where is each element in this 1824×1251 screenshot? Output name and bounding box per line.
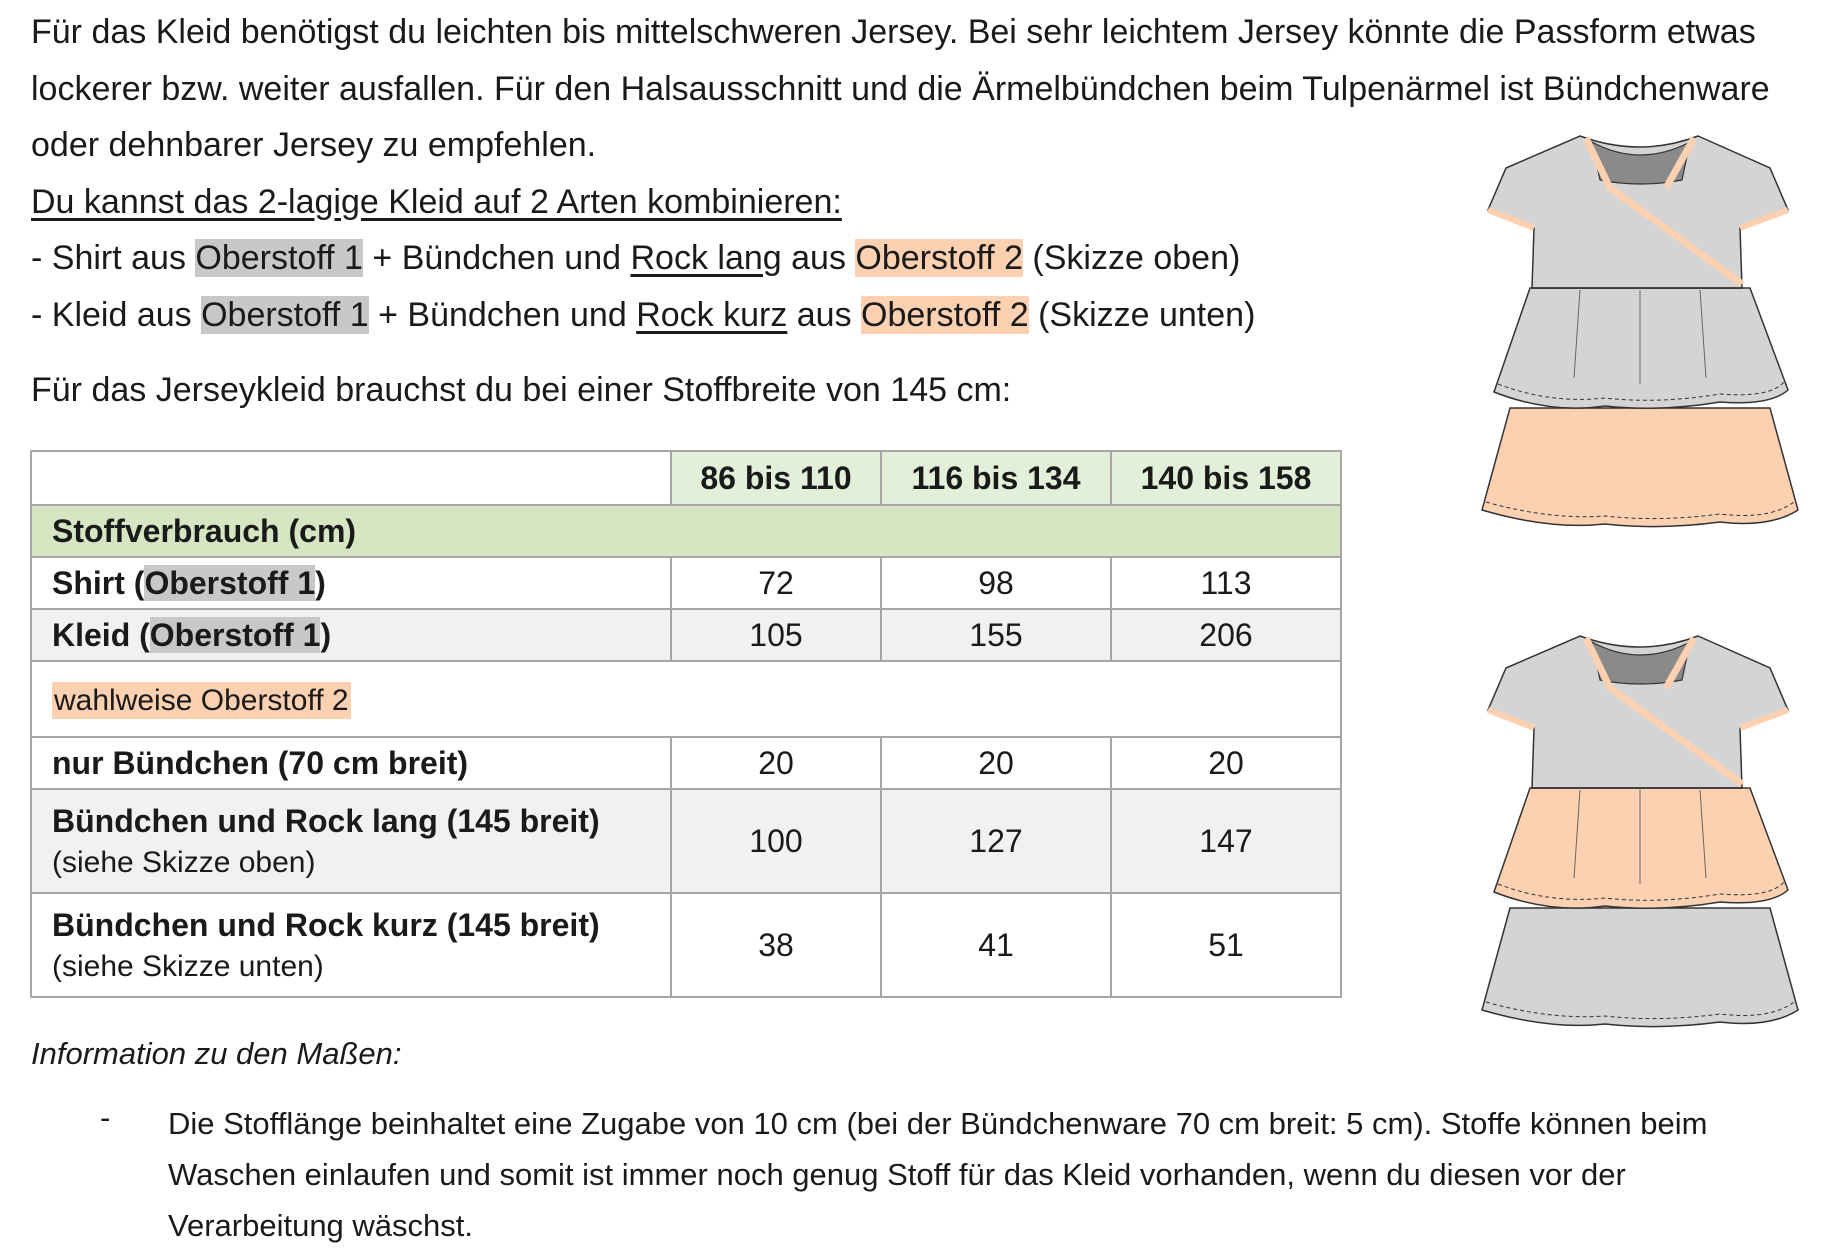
option1-fabric2: Oberstoff 2	[855, 239, 1023, 277]
option2-prefix: - Kleid aus	[31, 295, 202, 334]
long-skirt-value-1: 100	[671, 789, 881, 893]
fabric-width-line: Für das Jerseykleid brauchst du bei einer Stoffbreite von 145 cm:	[31, 371, 1012, 409]
long-skirt-label: Bündchen und Rock lang (145 breit)	[52, 802, 600, 839]
short-skirt-value-1: 38	[671, 893, 881, 997]
size-header-3: 140 bis 158	[1111, 451, 1341, 505]
long-skirt-value-3: 147	[1111, 789, 1341, 893]
row-label-long-skirt	[31, 789, 671, 893]
table-row	[31, 609, 1341, 661]
fabric-usage-table	[30, 450, 1342, 998]
table-header-row	[31, 451, 1341, 505]
size-header-2: 116 bis 134	[881, 451, 1111, 505]
section-row	[31, 505, 1341, 557]
short-skirt-note: (siehe Skizze unten)	[52, 949, 324, 983]
header-empty-cell	[31, 451, 671, 505]
info-text: Die Stofflänge beinhaltet eine Zugabe von 10 cm (bei der Bündchenware 70 cm breit: 5 cm). Stoffe können beim Waschen einlaufen und somit ist immer noch genug Stoff für das Kleid vorhanden, wenn du diesen vor der Verarbeitung wäschst.	[168, 1106, 1708, 1243]
dress-value-2: 155	[881, 609, 1111, 661]
optional-fabric-label: wahlweise Oberstoff 2	[54, 683, 349, 717]
short-skirt-label: Bündchen und Rock kurz (145 breit)	[52, 906, 600, 943]
sketch-peplum	[1494, 288, 1788, 408]
option1-mid: + Bündchen und	[362, 239, 631, 277]
option2-fabric2: Oberstoff 2	[861, 295, 1029, 334]
option2-aus: aus	[787, 295, 862, 334]
sketch-skirt	[1482, 408, 1798, 527]
row-label-shirt	[31, 557, 671, 609]
dress-sketch-short-skirt	[1470, 628, 1810, 1058]
cuffs-value-2: 20	[881, 737, 1111, 789]
sketch-bodice	[1488, 636, 1788, 788]
table-row	[31, 737, 1341, 789]
shirt-value-3: 113	[1111, 557, 1341, 609]
table-row	[31, 557, 1341, 609]
size-header-1: 86 bis 110	[671, 451, 881, 505]
shirt-value-1: 72	[671, 557, 881, 609]
intro-paragraph: Für das Kleid benötigst du leichten bis mittelschweren Jersey. Bei sehr leichtem Jersey könnte die Passform etwas lockerer bzw. weiter ausfallen. Für den Halsausschnitt und die Ärmelbündchen beim Tulpenärmel ist Bündchenware oder dehnbarer Jersey zu empfehlen.	[31, 13, 1770, 164]
combine-heading: Du kannst das 2-lagige Kleid auf 2 Arten kombinieren:	[31, 182, 842, 221]
option1-suffix: (Skizze oben)	[1022, 239, 1241, 277]
option2-mid: + Bündchen und	[368, 295, 637, 334]
option2-suffix: (Skizze unten)	[1028, 295, 1256, 334]
option1-prefix: - Shirt aus	[31, 239, 196, 277]
row-label-dress	[31, 609, 671, 661]
dress-sketch-long-skirt	[1470, 128, 1810, 558]
dress-label-fabric: Oberstoff 1	[149, 616, 321, 653]
table-row	[31, 893, 1341, 997]
sketch-peplum	[1494, 788, 1788, 908]
table-row	[31, 789, 1341, 893]
sketch-skirt	[1482, 908, 1798, 1027]
option2-fabric1: Oberstoff 1	[201, 295, 369, 334]
option1-fabric1: Oberstoff 1	[195, 239, 363, 277]
sketch-bodice	[1488, 136, 1788, 288]
dress-value-1: 105	[671, 609, 881, 661]
dress-value-3: 206	[1111, 609, 1341, 661]
long-skirt-value-2: 127	[881, 789, 1111, 893]
section-title: Stoffverbrauch (cm)	[31, 505, 1341, 557]
shirt-label-fabric: Oberstoff 1	[144, 564, 316, 601]
info-bullet: -	[100, 1100, 111, 1135]
option2-skirt: Rock kurz	[636, 295, 788, 334]
info-title: Information zu den Maßen:	[31, 1036, 402, 1071]
cuffs-value-3: 20	[1111, 737, 1341, 789]
short-skirt-value-3: 51	[1111, 893, 1341, 997]
option1-skirt: Rock lang	[630, 239, 782, 277]
row-label-short-skirt	[31, 893, 671, 997]
optional-cell	[31, 661, 1341, 737]
shirt-label-a: Shirt (	[52, 564, 145, 601]
cuffs-value-1: 20	[671, 737, 881, 789]
dress-label-c: )	[320, 616, 332, 653]
long-skirt-note: (siehe Skizze oben)	[52, 845, 316, 879]
row-label-cuffs: nur Bündchen (70 cm breit)	[31, 737, 671, 789]
short-skirt-value-2: 41	[881, 893, 1111, 997]
optional-row	[31, 661, 1341, 737]
shirt-value-2: 98	[881, 557, 1111, 609]
shirt-label-c: )	[315, 564, 326, 601]
dress-label-a: Kleid (	[52, 616, 150, 653]
option1-aus: aus	[781, 239, 856, 277]
